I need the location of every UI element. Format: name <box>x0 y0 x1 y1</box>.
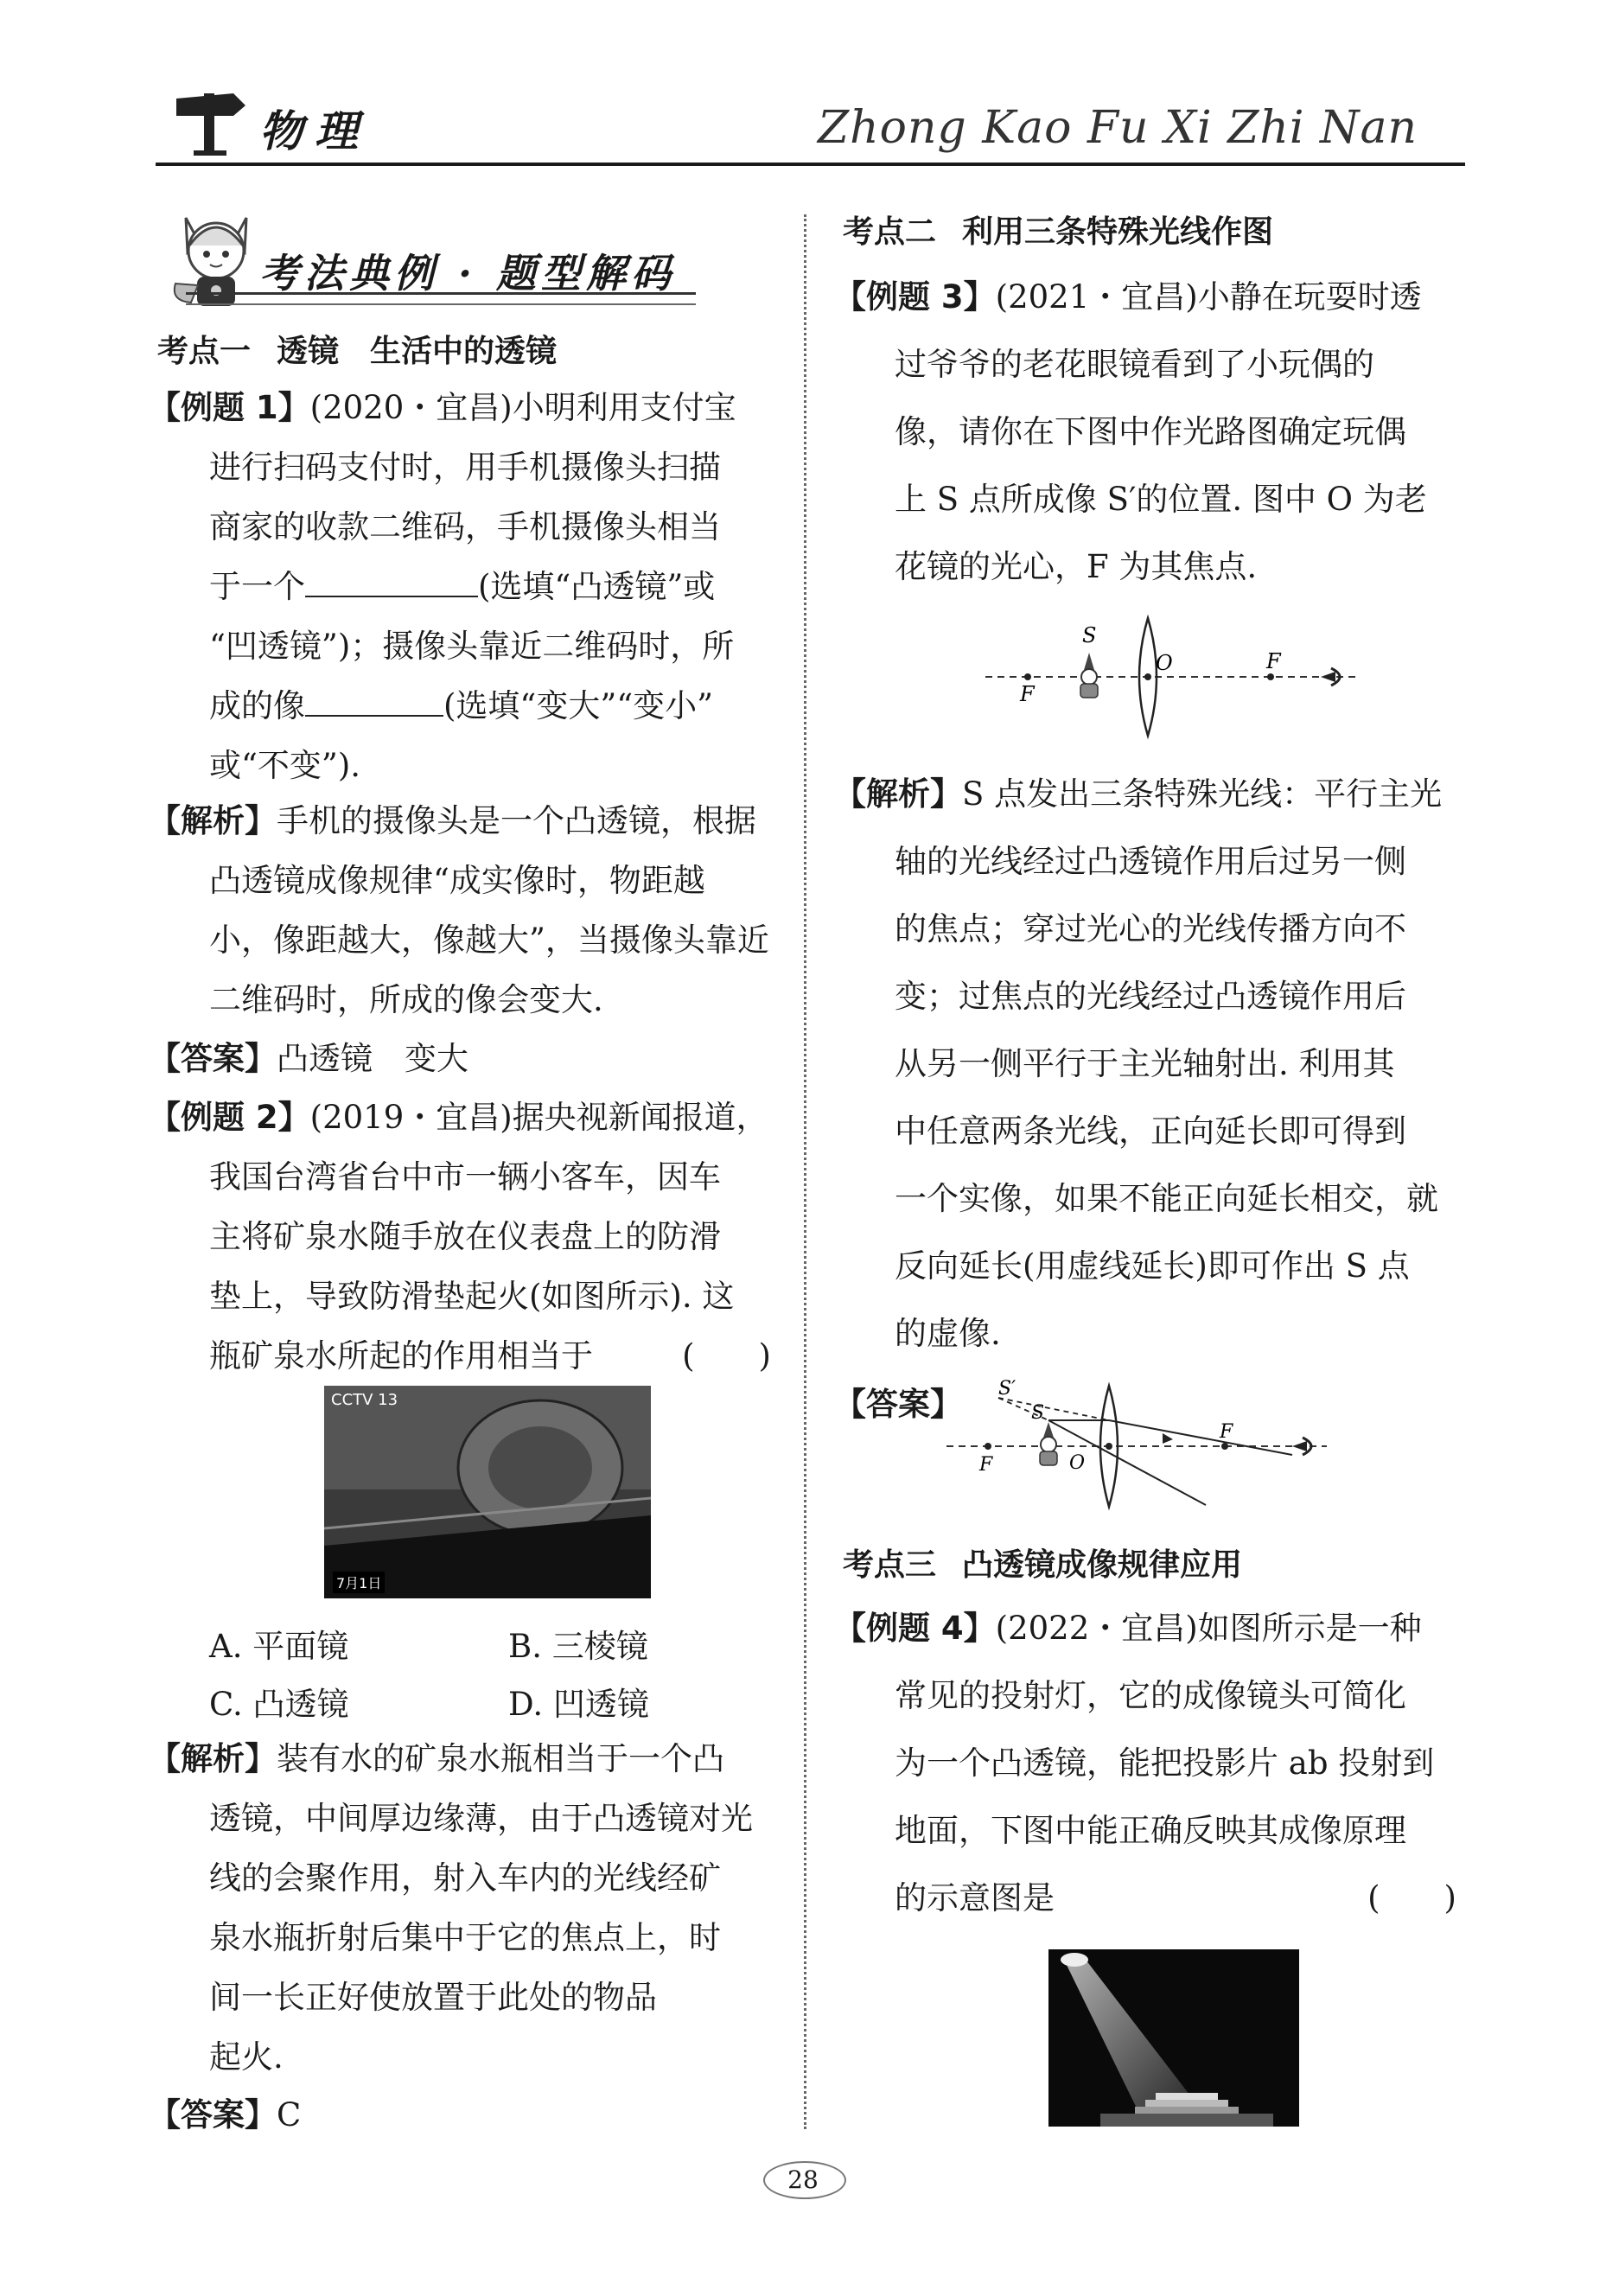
example-2-line-5: 瓶矿泉水所起的作用相当于 <box>209 1337 593 1374</box>
focal-point-left <box>1024 673 1031 680</box>
section-1-heading <box>157 327 583 371</box>
example-3-line-4: 上 S 点所成像 S′的位置. 图中 O 为老 <box>895 481 1427 518</box>
example-4-line-2: 常见的投射灯，它的成像镜头可简化 <box>895 1677 1406 1714</box>
optical-center <box>1144 673 1151 680</box>
example-1-source: (2020・宜昌) <box>309 389 513 426</box>
section-2-heading <box>843 207 1299 252</box>
signpost-icon <box>173 86 251 157</box>
answer-2-tag: 【答案】 <box>149 2096 277 2133</box>
virtual-extension-1 <box>998 1398 1109 1420</box>
analysis-3-line-2: 轴的光线经过凸透镜作用后过另一侧 <box>895 843 1406 880</box>
analysis-3 <box>834 761 1456 1368</box>
label-f-left: F <box>1020 682 1035 706</box>
answer-1 <box>149 1029 771 1088</box>
example-1-line-6b: (选填“变大”“变小” <box>443 687 714 724</box>
column-divider <box>804 214 806 2129</box>
analysis-1-line-2: 凸透镜成像规律“成实像时，物距越 <box>209 862 705 899</box>
example-1-line-6a: 成的像 <box>209 687 305 724</box>
analysis-2-tag: 【解析】 <box>149 1740 277 1777</box>
page-number: 28 <box>787 2165 819 2194</box>
section-3-title: 考点三 <box>843 1547 937 1583</box>
example-1-line-1: 小明利用支付宝 <box>512 389 736 426</box>
analysis-3-line-8: 反向延长(用虚线延长)即可作出 S 点 <box>895 1247 1410 1285</box>
example-4 <box>834 1595 1456 1932</box>
example-4-line-5: 的示意图是 <box>895 1879 1055 1917</box>
example-1-line-7: 或“不变”). <box>209 747 361 784</box>
lens-answer-diagram <box>946 1379 1344 1513</box>
focal-point-right <box>1267 673 1274 680</box>
analysis-2-line-5: 间一长正好使放置于此处的物品 <box>209 1979 657 2016</box>
example-2-tag: 【例题 2】 <box>149 1099 310 1136</box>
analysis-2 <box>149 1729 771 2087</box>
section-2-title: 考点二 <box>843 214 937 250</box>
section-3-subtitle: 凸透镜成像规律应用 <box>962 1547 1243 1583</box>
analysis-3-line-9: 的虚像. <box>895 1315 1001 1352</box>
label-s: S <box>1031 1402 1045 1424</box>
section-2-subtitle: 利用三条特殊光线作图 <box>962 214 1274 250</box>
header-rule <box>156 163 1465 166</box>
example-3-line-2: 过爷爷的老花眼镜看到了小玩偶的 <box>895 346 1374 383</box>
example-1-line-2: 进行扫码支付时，用手机摄像头扫描 <box>209 449 721 486</box>
photo-logo: CCTV 13 <box>331 1391 398 1409</box>
eye-icon <box>1292 1438 1311 1455</box>
banner-title: 考法典例 · 题型解码 <box>259 250 677 297</box>
example-3-line-3: 像，请你在下图中作光路图确定玩偶 <box>895 413 1406 450</box>
label-s-prime: S′ <box>998 1379 1016 1400</box>
example-1-line-5: “凹透镜”)；摄像头靠近二维码时，所 <box>209 628 735 665</box>
toy-doll-icon <box>1080 653 1098 698</box>
focal-point-left <box>985 1443 991 1450</box>
label-o: O <box>1156 651 1173 675</box>
analysis-3-line-5: 从另一侧平行于主光轴射出. 利用其 <box>895 1045 1395 1082</box>
analysis-3-line-4: 变；过焦点的光线经过凸透镜作用后 <box>895 978 1406 1015</box>
answer-2-text: C <box>277 2096 302 2133</box>
analysis-3-line-6: 中任意两条光线，正向延长即可得到 <box>895 1113 1406 1150</box>
answer-paren-2[interactable]: ( ) <box>682 1337 771 1374</box>
example-2-line-1: 据央视新闻报道， <box>512 1099 768 1136</box>
label-s: S <box>1082 623 1097 647</box>
answer-1-tag: 【答案】 <box>149 1040 277 1077</box>
series-title: Zhong Kao Fu Xi Zhi Nan <box>818 102 1418 154</box>
spotlight-photo <box>1048 1949 1299 2127</box>
example-1-line-3: 商家的收款二维码，手机摄像头相当 <box>209 508 721 545</box>
analysis-1-line-1: 手机的摄像头是一个凸透镜，根据 <box>277 802 756 839</box>
example-3-line-1: 小静在玩耍时透 <box>1197 278 1422 316</box>
example-2-source: (2019・宜昌) <box>309 1099 513 1136</box>
option-d[interactable]: D. 凹透镜 <box>508 1686 649 1723</box>
analysis-3-line-7: 一个实像，如果不能正向延长相交，就 <box>895 1180 1438 1217</box>
photo-date: 7月1日 <box>333 1572 385 1593</box>
analysis-3-tag: 【解析】 <box>834 775 962 813</box>
analysis-3-line-3: 的焦点；穿过光心的光线传播方向不 <box>895 910 1406 947</box>
analysis-3-line-1: S 点发出三条特殊光线：平行主光 <box>962 775 1443 813</box>
example-4-source: (2022・宜昌) <box>995 1610 1198 1647</box>
analysis-2-line-2: 透镜，中间厚边缘薄，由于凸透镜对光 <box>209 1800 753 1837</box>
section-1-subtitle: 透镜 生活中的透镜 <box>277 334 558 369</box>
analysis-2-line-1: 装有水的矿泉水瓶相当于一个凸 <box>277 1740 724 1777</box>
banner-rule <box>186 292 696 305</box>
refracted-ray <box>1109 1420 1292 1455</box>
blank-1[interactable] <box>305 570 478 597</box>
lens-question-diagram <box>985 609 1366 743</box>
section-3-heading <box>843 1540 1268 1585</box>
example-1-line-4a: 于一个 <box>209 568 305 605</box>
label-f-right: F <box>1266 649 1281 673</box>
optical-center <box>1106 1443 1112 1450</box>
example-1-tag: 【例题 1】 <box>149 389 310 426</box>
example-2-line-2: 我国台湾省台中市一辆小客车，因车 <box>209 1158 721 1196</box>
analysis-1 <box>149 791 771 1030</box>
example-1 <box>149 378 771 795</box>
example-2-line-4: 垫上，导致防滑垫起火(如图所示). 这 <box>209 1278 735 1315</box>
analysis-1-line-3: 小，像距越大，像越大”，当摄像头靠近 <box>209 922 769 959</box>
answer-1-text: 凸透镜 变大 <box>277 1040 468 1077</box>
example-3-source: (2021・宜昌) <box>995 278 1198 316</box>
bottle-fire-photo-graphic <box>324 1386 651 1598</box>
example-1-line-4b: (选填“凸透镜”或 <box>478 568 716 605</box>
example-3 <box>834 264 1456 601</box>
toy-doll-icon <box>1040 1422 1057 1465</box>
example-2 <box>149 1087 771 1386</box>
analysis-1-tag: 【解析】 <box>149 802 277 839</box>
example-3-tag: 【例题 3】 <box>834 278 996 316</box>
bottle-fire-photo <box>324 1386 651 1598</box>
example-4-line-3: 为一个凸透镜，能把投影片 ab 投射到 <box>895 1744 1435 1782</box>
subject-title: 物理 <box>259 105 370 156</box>
example-4-tag: 【例题 4】 <box>834 1610 996 1647</box>
label-o: O <box>1069 1452 1086 1474</box>
arrow-1 <box>1163 1433 1173 1444</box>
example-4-line-1: 如图所示是一种 <box>1197 1610 1422 1647</box>
section-1-title: 考点一 <box>157 334 252 369</box>
option-a[interactable]: A. 平面镜 <box>209 1628 349 1665</box>
example-3-line-5: 花镜的光心，F 为其焦点. <box>895 548 1258 585</box>
option-b[interactable]: B. 三棱镜 <box>508 1628 648 1665</box>
analysis-2-line-4: 泉水瓶折射后集中于它的焦点上，时 <box>209 1919 721 1956</box>
spotlight-photo-graphic <box>1048 1949 1299 2127</box>
example-4-line-4: 地面，下图中能正确反映其成像原理 <box>895 1812 1406 1849</box>
focal-point-right <box>1221 1443 1228 1450</box>
example-2-line-3: 主将矿泉水随手放在仪表盘上的防滑 <box>209 1218 721 1255</box>
analysis-1-line-4: 二维码时，所成的像会变大. <box>209 981 603 1018</box>
label-f-left: F <box>979 1454 993 1476</box>
answer-3-tag: 【答案】 <box>834 1386 962 1423</box>
label-f-right: F <box>1220 1421 1233 1443</box>
answer-2 <box>149 2085 771 2145</box>
analysis-2-line-3: 线的会聚作用，射入车内的光线经矿 <box>209 1859 721 1897</box>
blank-2[interactable] <box>305 689 443 717</box>
option-c[interactable]: C. 凸透镜 <box>209 1686 349 1723</box>
analysis-2-line-6: 起火. <box>209 2038 284 2076</box>
answer-paren-4[interactable]: ( ) <box>1367 1879 1456 1917</box>
